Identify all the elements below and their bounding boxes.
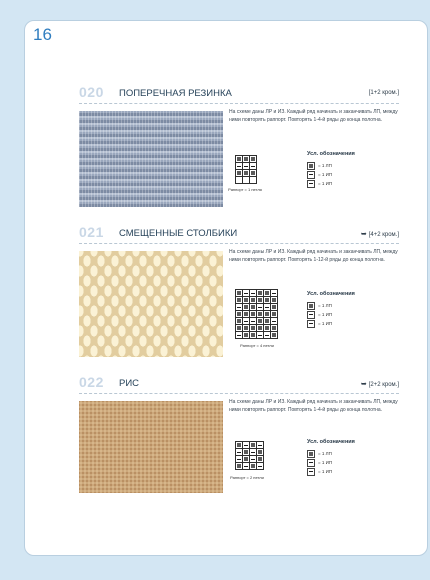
legend-item xyxy=(307,310,355,319)
chart-cell-knit xyxy=(257,311,263,317)
chart-cell-blank xyxy=(243,177,249,183)
chart-cell-knit xyxy=(257,290,263,296)
chart-cell-knit xyxy=(243,325,249,331)
chart-cell-purl xyxy=(236,456,242,462)
knit-swatch-photo xyxy=(79,251,223,357)
knit-symbol-icon xyxy=(307,302,315,310)
chart-cell-purl xyxy=(257,304,263,310)
chart-cell-purl xyxy=(236,304,242,310)
chart-cell-knit xyxy=(243,311,249,317)
rapport-label: Раппорт = 4 петли xyxy=(240,343,274,348)
legend-label: = 1 ИП xyxy=(318,172,333,177)
chart-grid xyxy=(235,289,278,339)
chart-cell-blank xyxy=(236,177,242,183)
section-header xyxy=(79,224,399,244)
chart-cell-knit xyxy=(250,332,256,338)
chart-cell-knit xyxy=(243,332,249,338)
stitch-repeat xyxy=(361,380,399,388)
chart-grid xyxy=(235,441,264,470)
chart-cell-knit xyxy=(243,456,249,462)
legend-label: = 1 ИП xyxy=(318,460,333,465)
chart-cell-purl xyxy=(243,442,249,448)
chart-cell-purl xyxy=(257,332,263,338)
chart-cell-knit xyxy=(264,318,270,324)
chart-cell-purl xyxy=(236,332,242,338)
stitch-repeat-label: [4+2 кром.] xyxy=(368,232,399,238)
chart-cell-knit xyxy=(271,311,277,317)
legend-item xyxy=(307,161,355,170)
legend-title: Усл. обозначения xyxy=(307,151,355,157)
purl-symbol-icon xyxy=(307,468,315,476)
legend-label: = 1 ЛП xyxy=(318,451,332,456)
chart-cell-purl xyxy=(243,163,249,169)
section-number: 021 xyxy=(79,224,104,240)
legend-label: = 1 ИП xyxy=(318,469,333,474)
chart-cell-purl xyxy=(257,463,263,469)
chart-cell-knit xyxy=(264,297,270,303)
chart-cell-purl xyxy=(271,290,277,296)
pattern-section-022 xyxy=(79,374,399,507)
chart-cell-knit xyxy=(257,325,263,331)
purl-symbol-icon xyxy=(307,459,315,467)
purl-symbol-icon xyxy=(307,311,315,319)
legend-label: = 1 ЛП xyxy=(318,303,332,308)
stitch-repeat-label: [2+2 кром.] xyxy=(368,382,399,388)
chart-cell-knit xyxy=(271,325,277,331)
legend-item xyxy=(307,179,355,188)
chart-cell-knit xyxy=(271,304,277,310)
chart-cell-knit xyxy=(257,318,263,324)
chart-cell-knit xyxy=(250,311,256,317)
chart-cell-knit xyxy=(250,170,256,176)
legend-item xyxy=(307,458,355,467)
chart-cell-knit xyxy=(236,311,242,317)
chart-cell-knit xyxy=(264,325,270,331)
chart-cell-knit xyxy=(236,318,242,324)
arrow-right-icon: ➥ xyxy=(360,231,367,238)
stitch-chart xyxy=(235,289,278,348)
legend xyxy=(307,291,355,328)
chart-cell-knit xyxy=(243,304,249,310)
legend-title: Усл. обозначения xyxy=(307,291,355,297)
legend-item xyxy=(307,449,355,458)
section-header xyxy=(79,84,399,104)
legend-item xyxy=(307,319,355,328)
chart-cell-knit xyxy=(250,156,256,162)
book-page xyxy=(24,20,428,556)
stitch-repeat xyxy=(361,230,399,238)
chart-cell-purl xyxy=(250,449,256,455)
chart-cell-purl xyxy=(236,449,242,455)
chart-cell-knit xyxy=(236,297,242,303)
chart-cell-knit xyxy=(250,325,256,331)
chart-cell-purl xyxy=(243,318,249,324)
chart-cell-purl xyxy=(236,163,242,169)
chart-grid xyxy=(235,155,257,184)
chart-cell-knit xyxy=(236,442,242,448)
chart-cell-knit xyxy=(236,156,242,162)
chart-cell-knit xyxy=(271,332,277,338)
pattern-section-020 xyxy=(79,84,399,217)
chart-cell-purl xyxy=(264,304,270,310)
chart-cell-knit xyxy=(257,449,263,455)
chart-cell-knit xyxy=(236,463,242,469)
chart-cell-knit xyxy=(264,311,270,317)
chart-cell-knit xyxy=(243,449,249,455)
legend-item xyxy=(307,301,355,310)
chart-cell-purl xyxy=(250,456,256,462)
chart-cell-purl xyxy=(271,318,277,324)
section-number: 022 xyxy=(79,374,104,390)
chart-cell-purl xyxy=(257,442,263,448)
knit-symbol-icon xyxy=(307,162,315,170)
chart-cell-purl xyxy=(250,163,256,169)
chart-cell-knit xyxy=(236,170,242,176)
legend xyxy=(307,151,355,188)
chart-cell-knit xyxy=(271,297,277,303)
chart-cell-knit xyxy=(250,442,256,448)
knit-symbol-icon xyxy=(307,450,315,458)
arrow-right-icon: ➥ xyxy=(360,381,367,388)
legend-item xyxy=(307,170,355,179)
section-number: 020 xyxy=(79,84,104,100)
legend-item xyxy=(307,467,355,476)
chart-cell-blank xyxy=(250,177,256,183)
chart-cell-knit xyxy=(250,463,256,469)
section-title: СМЕЩЕННЫЕ СТОЛБИКИ xyxy=(119,228,238,239)
chart-cell-knit xyxy=(243,156,249,162)
page-number: 16 xyxy=(33,25,52,44)
chart-cell-purl xyxy=(250,318,256,324)
chart-cell-knit xyxy=(257,456,263,462)
legend-label: = 1 ИП xyxy=(318,321,333,326)
chart-cell-purl xyxy=(250,290,256,296)
legend-title: Усл. обозначения xyxy=(307,439,355,445)
pattern-description: На схеме даны ЛР и ИЗ. Каждый ряд начинать и заканчивать ЛП, между ними повторять раппорт. Повторять 1-4-й ряды до конца полотна. xyxy=(229,399,398,413)
section-title: РИС xyxy=(119,378,140,389)
chart-cell-knit xyxy=(243,297,249,303)
chart-cell-knit xyxy=(250,297,256,303)
chart-cell-purl xyxy=(243,290,249,296)
rapport-label: Раппорт = 1 петля xyxy=(228,187,262,192)
chart-cell-knit xyxy=(236,290,242,296)
knit-swatch-photo xyxy=(79,401,223,493)
chart-cell-knit xyxy=(243,170,249,176)
purl-symbol-icon xyxy=(307,320,315,328)
pattern-description: На схеме даны ЛР и ИЗ. Каждый ряд начинать и заканчивать ЛП, между ними повторять раппорт. Повторять 1-12-й ряды до конца полотна. xyxy=(229,249,398,263)
purl-symbol-icon xyxy=(307,180,315,188)
chart-cell-knit xyxy=(257,297,263,303)
chart-cell-purl xyxy=(243,463,249,469)
chart-cell-knit xyxy=(264,290,270,296)
legend-label: = 1 ИП xyxy=(318,181,333,186)
legend xyxy=(307,439,355,476)
stitch-chart xyxy=(230,441,264,480)
legend-label: = 1 ЛП xyxy=(318,163,332,168)
stitch-chart xyxy=(228,155,262,192)
chart-cell-knit xyxy=(250,304,256,310)
section-title: ПОПЕРЕЧНАЯ РЕЗИНКА xyxy=(119,88,232,99)
pattern-description: На схеме даны ЛР и ИЗ. Каждый ряд начинать и заканчивать ЛП, между ними повторять раппорт. Повторять 1-4-й ряды до конца полотна. xyxy=(229,109,398,123)
knit-swatch-photo xyxy=(79,111,223,207)
rapport-label: Раппорт = 2 петли xyxy=(230,475,264,480)
chart-cell-knit xyxy=(236,325,242,331)
legend-label: = 1 ИП xyxy=(318,312,333,317)
section-header xyxy=(79,374,399,394)
purl-symbol-icon xyxy=(307,171,315,179)
chart-cell-purl xyxy=(264,332,270,338)
pattern-section-021 xyxy=(79,224,399,377)
stitch-repeat: [1+2 кром.] xyxy=(368,90,399,96)
